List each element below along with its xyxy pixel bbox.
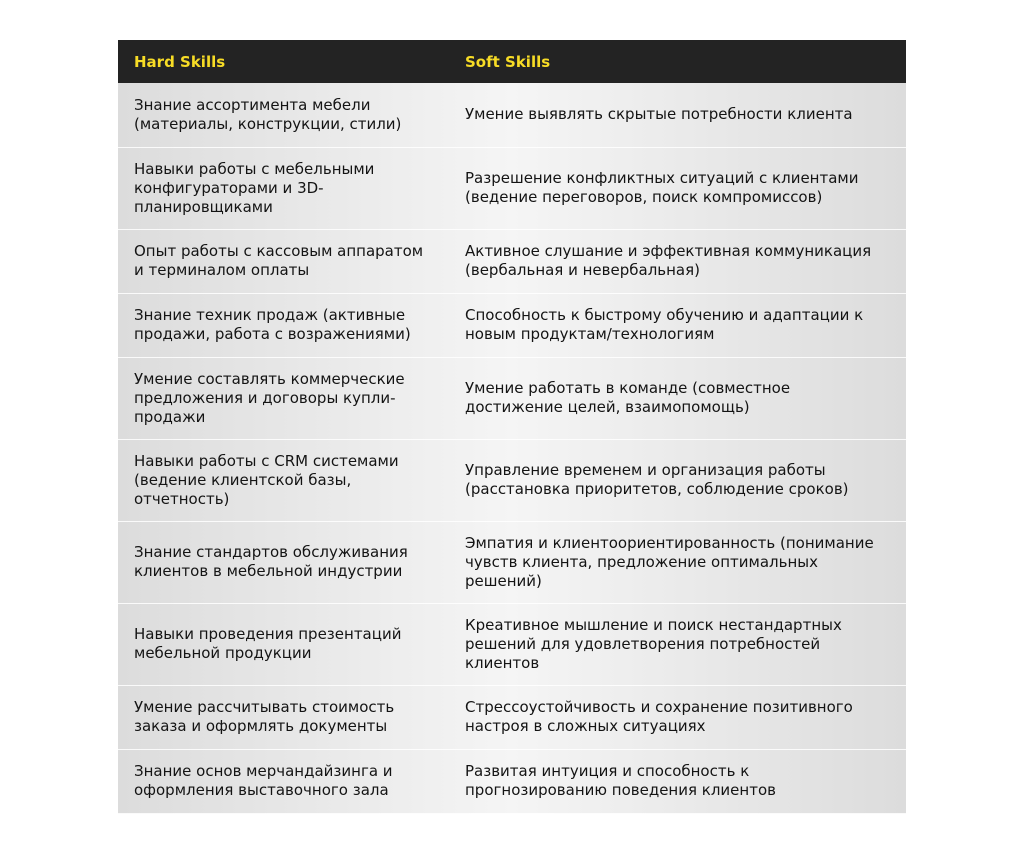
soft-skill-cell: Разрешение конфликтных ситуаций с клиентами (ведение переговоров, поиск компромиссов) xyxy=(449,147,906,229)
soft-skill-cell: Умение работать в команде (совместное достижение целей, взаимопомощь) xyxy=(449,357,906,439)
table-row xyxy=(118,83,906,147)
soft-skill-cell: Креативное мышление и поиск нестандартных решений для удовлетворения потребностей клиентов xyxy=(449,603,906,685)
table-row xyxy=(118,603,906,685)
hard-skill-cell: Опыт работы с кассовым аппаратом и терминалом оплаты xyxy=(118,229,449,293)
soft-skill-cell: Умение выявлять скрытые потребности клиента xyxy=(449,83,906,147)
soft-skill-cell: Активное слушание и эффективная коммуникация (вербальная и невербальная) xyxy=(449,229,906,293)
table-row xyxy=(118,685,906,749)
header-hard-skills: Hard Skills xyxy=(134,52,226,71)
table-row xyxy=(118,229,906,293)
hard-skill-cell: Умение составлять коммерческие предложения и договоры купли-продажи xyxy=(118,357,449,439)
soft-skill-cell: Способность к быстрому обучению и адаптации к новым продуктам/технологиям xyxy=(449,293,906,357)
table-row xyxy=(118,749,906,813)
hard-skill-cell: Умение рассчитывать стоимость заказа и оформлять документы xyxy=(118,685,449,749)
soft-skill-cell: Эмпатия и клиентоориентированность (понимание чувств клиента, предложение оптимальных решений) xyxy=(449,521,906,603)
table-row xyxy=(118,439,906,521)
table-row xyxy=(118,357,906,439)
hard-skill-cell: Знание ассортимента мебели (материалы, конструкции, стили) xyxy=(118,83,449,147)
header-soft-skills: Soft Skills xyxy=(465,52,551,71)
soft-skill-cell: Управление временем и организация работы (расстановка приоритетов, соблюдение сроков) xyxy=(449,439,906,521)
table-row xyxy=(118,147,906,229)
hard-skill-cell: Навыки работы с CRM системами (ведение клиентской базы, отчетность) xyxy=(118,439,449,521)
skills-table xyxy=(118,40,906,814)
hard-skill-cell: Знание основ мерчандайзинга и оформления выставочного зала xyxy=(118,749,449,813)
hard-skill-cell: Знание стандартов обслуживания клиентов в мебельной индустрии xyxy=(118,521,449,603)
soft-skill-cell: Развитая интуиция и способность к прогнозированию поведения клиентов xyxy=(449,749,906,813)
soft-skill-cell: Стрессоустойчивость и сохранение позитивного настроя в сложных ситуациях xyxy=(449,685,906,749)
hard-skill-cell: Навыки проведения презентаций мебельной продукции xyxy=(118,603,449,685)
header-row xyxy=(118,40,906,83)
table-row xyxy=(118,521,906,603)
table-row xyxy=(118,293,906,357)
hard-skill-cell: Навыки работы с мебельными конфигураторами и 3D-планировщиками xyxy=(118,147,449,229)
table-header xyxy=(118,40,906,83)
table-body xyxy=(118,83,906,813)
hard-skill-cell: Знание техник продаж (активные продажи, работа с возражениями) xyxy=(118,293,449,357)
